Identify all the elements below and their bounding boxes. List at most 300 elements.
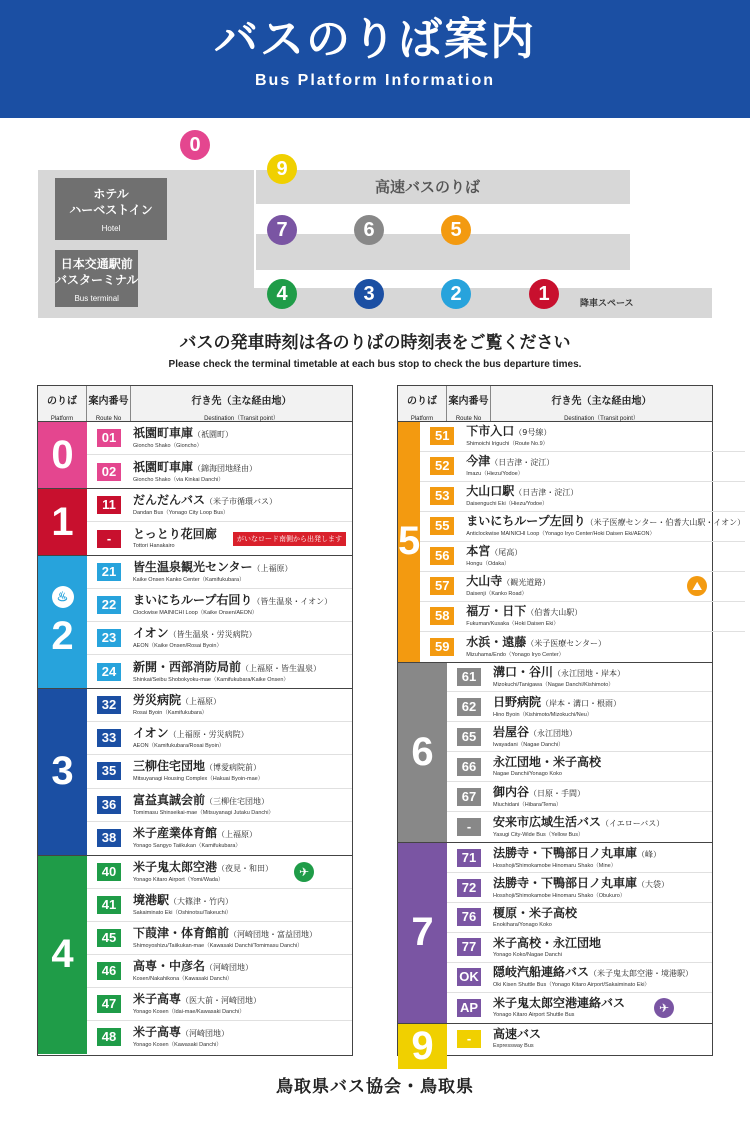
- destination-jp: 本宮: [466, 544, 491, 559]
- route-number: 67: [457, 788, 481, 806]
- table-row: [420, 632, 745, 662]
- transit-jp: （米子鬼太郎空港・境港駅）: [589, 969, 694, 979]
- platform-number-label: 6: [411, 729, 434, 774]
- route-number: 52: [430, 457, 454, 475]
- dropoff-label: 降車スペース: [580, 299, 634, 309]
- route-number: 32: [97, 696, 121, 714]
- route-number: 11: [97, 496, 121, 514]
- route-number: -: [457, 1030, 481, 1048]
- destination-jp: 法勝寺・下鴨部日ノ丸車庫: [493, 875, 638, 890]
- platform-number-label: 0: [51, 432, 74, 477]
- destination: [491, 785, 712, 809]
- notice-jp: バスの発車時刻は各のりばの時刻表をご覧ください: [179, 333, 571, 353]
- destination-en: Imazu（Hiezu/Yodoe）: [466, 471, 524, 478]
- destination-en: Tottori Hanakairo: [133, 543, 175, 550]
- table-row: [87, 789, 352, 822]
- destination-en: Mizokuchi/Tanigawa（Nagae Danchi/Kishimoto）: [493, 681, 614, 688]
- destination-en: Yonago Kosen（Idai-mae/Kawasaki Danchi）: [133, 1008, 245, 1015]
- route-number: 35: [97, 762, 121, 780]
- destination-jp: 新開・西部消防局前: [133, 659, 242, 674]
- route-number: 55: [430, 517, 454, 535]
- platform-group-7: [398, 843, 712, 1024]
- destination: [464, 424, 745, 448]
- table-row: [87, 922, 352, 955]
- table-row: [420, 512, 745, 542]
- transit-jp: （博愛病院前）: [205, 763, 262, 773]
- platform-group-2: [38, 556, 352, 689]
- platform-number: [38, 556, 87, 688]
- destination: [131, 860, 352, 884]
- destination: [491, 936, 712, 959]
- table-row: [87, 556, 352, 589]
- route-number: 46: [97, 962, 121, 980]
- platform-marker-5: 5: [441, 215, 471, 245]
- destination-jp: 法勝寺・下鴨部日ノ丸車庫: [493, 845, 638, 860]
- platform-group-4: [38, 856, 352, 1054]
- route-number: AP: [457, 999, 481, 1017]
- destination-jp: 福万・日下: [466, 604, 527, 619]
- col-destination-en: Destination（Transit point）: [564, 416, 639, 422]
- terminal-name-1: 日本交通駅前: [60, 257, 133, 271]
- col-destination-en: Destination（Transit point）: [204, 416, 279, 422]
- destination-en: Kosen/Nakahikona（Kawasaki Danchi）: [133, 975, 233, 982]
- airplane-icon: ✈: [294, 862, 314, 882]
- departure-note-badge: がいなロード南側から出発します: [233, 532, 346, 546]
- destination: [131, 626, 352, 650]
- destination: [131, 1025, 352, 1049]
- transit-jp: （日吉津・淀江）: [490, 458, 555, 468]
- destination-en: Yonago Kitaro Airport（Yomi/Wada）: [133, 876, 224, 883]
- destination-jp: 高専・中彦名: [133, 958, 206, 973]
- destination-jp: 米子高専: [133, 991, 182, 1006]
- platform-marker-0: 0: [180, 130, 210, 160]
- platform-number-label: 5: [398, 519, 421, 564]
- col-route-en: Route No: [95, 416, 122, 422]
- destination: [464, 604, 745, 628]
- destination-jp: とっとり花回廊: [133, 527, 217, 542]
- destination-en: AEON（Kaike Onsen/Rosai Byoin）: [133, 643, 222, 650]
- destination-jp: 米子産業体育館: [133, 826, 218, 841]
- route-number: 58: [430, 607, 454, 625]
- table-row: [447, 722, 712, 752]
- middle-lane: [256, 234, 630, 270]
- platform-marker-3: 3: [354, 279, 384, 309]
- route-number: -: [457, 818, 481, 836]
- destination-en: Nagae Danchi/Yonago Koko: [493, 771, 562, 778]
- platform-number: [398, 422, 420, 662]
- destination: [131, 893, 352, 917]
- page-subtitle: Bus Platform Information: [254, 72, 495, 89]
- transit-jp: （観光道路）: [502, 578, 551, 588]
- platform-number-label: 4: [51, 932, 74, 977]
- platform-table-left: [37, 385, 353, 1056]
- table-row: [420, 572, 745, 602]
- route-number: 48: [97, 1028, 121, 1046]
- destination-en: Yonago Koko/Nagae Danchi: [493, 951, 562, 958]
- table-row: [87, 422, 352, 455]
- transit-jp: （皆生温泉・イオン）: [252, 597, 333, 607]
- platform-group-0: [38, 422, 352, 489]
- col-destination: 行き先（主な経由地）: [191, 396, 292, 407]
- destination-en: Yonago Kosen（Kawasaki Danchi）: [133, 1042, 222, 1049]
- notice: [0, 328, 750, 370]
- destination-jp: 下市入口: [466, 424, 515, 439]
- col-platform: のりば: [407, 396, 437, 407]
- transit-jp: （日吉津・淀江）: [514, 488, 579, 498]
- table-row: [420, 602, 745, 632]
- transit-jp: （伯耆大山駅）: [526, 608, 583, 618]
- table-row: [447, 963, 712, 993]
- destination-jp: 今津: [466, 454, 491, 469]
- airplane-icon: ✈: [654, 998, 674, 1018]
- route-number: 51: [430, 427, 454, 445]
- destination: [131, 726, 352, 750]
- route-number: 33: [97, 729, 121, 747]
- destination-en: Daisenguchi Eki（Hiezu/Yodoe）: [466, 501, 548, 508]
- route-number: 02: [97, 463, 121, 481]
- destination-en: Miuchidani（Hibara/Tema）: [493, 801, 562, 808]
- destination: [491, 846, 712, 870]
- destination-jp: 永江団地・米子高校: [493, 755, 602, 770]
- transit-jp: （日原・手間）: [529, 788, 586, 798]
- destination-en: Mizuhama/Endo（Yonago Iryo Center）: [466, 651, 565, 658]
- destination: [464, 544, 745, 568]
- mountain-icon: ⛰: [687, 576, 707, 596]
- route-number: 65: [457, 728, 481, 746]
- platform-number-label: 2: [51, 613, 74, 658]
- route-number: 47: [97, 995, 121, 1013]
- route-number: 24: [97, 663, 121, 681]
- destination-en: Kaike Onsen Kanko Center（Kamifukubara）: [133, 577, 245, 584]
- destination-en: Mitsuyanagi Housing Complex（Hakuai Byoin-mae）: [133, 776, 264, 783]
- transit-jp: （夜見・和田）: [217, 863, 274, 873]
- hotel-name-2: ハーベストイン: [69, 203, 153, 217]
- destination-en: Hosshoji/Shimokamobe Hinomaru Shako（Obukuro）: [493, 892, 626, 899]
- table-row: [447, 692, 712, 722]
- platform-number: [38, 489, 87, 555]
- destination-jp: 米子鬼太郎空港連絡バス: [493, 996, 626, 1011]
- destination: [131, 493, 352, 517]
- route-number: 62: [457, 698, 481, 716]
- table-body: [398, 422, 746, 1069]
- destination-en: Expressway Bus: [493, 1043, 534, 1050]
- destination: [131, 826, 352, 850]
- col-route: 案内番号: [88, 396, 129, 407]
- table-row: [447, 1024, 712, 1054]
- destination-jp: イオン: [133, 726, 169, 741]
- destination-jp: 安来市広域生活バス: [493, 815, 602, 830]
- destination: [131, 560, 352, 584]
- destination-jp: 大山口駅: [466, 484, 515, 499]
- table-row: [87, 988, 352, 1021]
- destination-en: Sakaiminato Eki（Oshinotsu/Takeuchi）: [133, 909, 232, 916]
- transit-jp: （9号線）: [514, 428, 552, 438]
- table-row: [87, 722, 352, 755]
- platform-number: [398, 1024, 447, 1069]
- destination-en: Shimoyoshizu/Taiikukan-mae（Kawasaki Danchi/Tomimasu Danchi）: [133, 942, 303, 949]
- destination-en: Gioncho Shako（via Kinkai Danchi）: [133, 476, 224, 483]
- destination-en: Rosai Byoin（Kamifukubara）: [133, 710, 208, 717]
- destination-jp: 米子鬼太郎空港: [133, 859, 218, 874]
- destination-en: AEON（Kamifukubara/Rosai Byoin）: [133, 743, 225, 750]
- col-platform-en: Platform: [50, 416, 74, 422]
- destination: [131, 992, 352, 1016]
- route-number: 22: [97, 596, 121, 614]
- transit-jp: （米子医療センター）: [526, 638, 606, 648]
- table-row: [87, 655, 352, 688]
- table-row: [447, 812, 712, 842]
- destination-jp: まいにちループ左回り: [466, 514, 586, 529]
- hotel-building: [55, 178, 167, 240]
- transit-jp: （永江団地・岸本）: [553, 668, 626, 678]
- notice-en: Please check the terminal timetable at each bus stop to check the bus departure times.: [168, 359, 582, 370]
- transit-jp: （上福原・労災病院）: [168, 730, 249, 740]
- destination: [491, 755, 712, 778]
- table-row: [447, 903, 712, 933]
- platform-marker-2: 2: [441, 279, 471, 309]
- transit-jp: （尾高）: [490, 548, 523, 558]
- destination-jp: 祇園町車庫: [133, 459, 194, 474]
- destination-en: Iwayadani（Nagae Danchi）: [493, 741, 564, 748]
- destination-jp: 労災病院: [133, 693, 182, 708]
- platform-number-label: 7: [411, 910, 434, 955]
- table-row: [87, 489, 352, 522]
- destination-jp: イオン: [133, 626, 169, 641]
- destination-en: Hosshoji/Shimokamobe Hinomaru Shako（Mine）: [493, 862, 617, 869]
- platform-table-right: [397, 385, 746, 1068]
- destination: [131, 660, 352, 684]
- route-number: 72: [457, 879, 481, 897]
- table-row: [447, 663, 712, 693]
- platform-group-5: [398, 422, 746, 663]
- route-number: 23: [97, 629, 121, 647]
- route-number: 45: [97, 929, 121, 947]
- destination-jp: 日野病院: [493, 694, 542, 709]
- destination-en: Hongu（Odaka）: [466, 561, 510, 568]
- route-number: 56: [430, 547, 454, 565]
- destination: [131, 460, 352, 484]
- terminal-name-2: バスターミナル: [55, 273, 139, 287]
- destination-en: Oki Kisen Shuttle Bus（Yonago Kitaro Airport/Sakaiminato Eki）: [493, 982, 650, 989]
- route-number: 36: [97, 796, 121, 814]
- destination: [131, 926, 352, 950]
- destination: [131, 593, 352, 617]
- platform-number-label: 3: [51, 749, 74, 794]
- table-row: [87, 589, 352, 622]
- destination-jp: 岩屋谷: [493, 724, 530, 739]
- table-row: [87, 889, 352, 922]
- destination: [491, 665, 712, 689]
- destination-en: Daisenji（Kanko Road）: [466, 591, 528, 598]
- destination-en: Shimoichi Iriguchi（Route No.9）: [466, 441, 549, 448]
- transit-jp: （大篠津・竹内）: [169, 896, 234, 906]
- transit-jp: （上福原・皆生温泉）: [241, 663, 322, 673]
- platform-map: [0, 118, 750, 328]
- destination-jp: 祇園町車庫: [133, 426, 194, 441]
- transit-jp: （上福原）: [252, 564, 293, 574]
- route-number: 21: [97, 563, 121, 581]
- transit-jp: （イエローバス）: [601, 819, 665, 829]
- destination-jp: 富益真誠会前: [133, 792, 206, 807]
- hotel-name-en: Hotel: [101, 224, 121, 233]
- header-banner: [0, 0, 750, 118]
- platform-number: [398, 843, 447, 1023]
- destination: [131, 693, 352, 717]
- table-row: [87, 522, 352, 555]
- transit-jp: （三柳住宅団地）: [205, 796, 270, 806]
- platform-number: [38, 689, 87, 854]
- table-row: [420, 542, 745, 572]
- table-row: [87, 689, 352, 722]
- terminal-name-en: Bus terminal: [74, 294, 119, 303]
- col-route-en: Route No: [455, 416, 482, 422]
- route-number: 71: [457, 849, 481, 867]
- destination: [491, 725, 712, 749]
- destination: [131, 759, 352, 783]
- platform-marker-7: 7: [267, 215, 297, 245]
- table-row: [447, 782, 712, 812]
- terminal-building: [55, 250, 138, 307]
- route-number: 61: [457, 668, 481, 686]
- route-number: 57: [430, 577, 454, 595]
- table-header: [398, 386, 712, 422]
- platform-group-1: [38, 489, 352, 556]
- route-number: 66: [457, 758, 481, 776]
- destination: [491, 695, 712, 719]
- table-row: [447, 933, 712, 963]
- transit-jp: （米子市循環バス）: [205, 497, 278, 507]
- destination-jp: 溝口・谷川: [493, 664, 554, 679]
- col-platform: のりば: [47, 396, 77, 407]
- route-number: 53: [430, 487, 454, 505]
- destination-jp: 米子高専: [133, 1025, 182, 1040]
- transit-jp: （河崎団地・富益団地）: [229, 929, 318, 939]
- platform-group-3: [38, 689, 352, 855]
- footer-credit: 鳥取県バス協会・鳥取県: [276, 1077, 474, 1097]
- destination-en: Fukuman/Kusaka（Hoki Daisen Eki）: [466, 621, 559, 628]
- destination-jp: 隠岐汽船連絡バス: [493, 965, 590, 980]
- platform-marker-4: 4: [267, 279, 297, 309]
- table-row: [447, 993, 712, 1023]
- platform-marker-1: 1: [529, 279, 559, 309]
- route-number: 40: [97, 863, 121, 881]
- platform-group-6: [398, 663, 712, 844]
- table-body: [38, 422, 352, 1054]
- table-row: [87, 622, 352, 655]
- destination: [491, 965, 712, 989]
- platform-number-label: 1: [51, 499, 74, 544]
- transit-jp: （岸本・溝口・根雨）: [541, 698, 622, 708]
- table-row: [87, 755, 352, 788]
- page-title: バスのりば案内: [214, 14, 536, 65]
- table-header: [38, 386, 352, 422]
- destination-jp: 水浜・遠藤: [466, 634, 527, 649]
- route-number: -: [97, 530, 121, 548]
- transit-jp: （医大前・河崎団地）: [181, 995, 262, 1005]
- route-number: 77: [457, 938, 481, 956]
- destination: [491, 815, 712, 839]
- destination-en: Dandan Bus（Yonago City Loop Bus）: [133, 510, 229, 517]
- destination-en: Gioncho Shako（Gioncho）: [133, 443, 203, 450]
- platform-number: [38, 422, 87, 488]
- transit-jp: （上福原）: [181, 697, 222, 707]
- table-row: [447, 873, 712, 903]
- destination: [464, 484, 745, 508]
- transit-jp: （河崎団地）: [205, 962, 254, 972]
- destination: [464, 635, 745, 659]
- table-row: [87, 856, 352, 889]
- destination: [464, 514, 745, 538]
- table-row: [447, 843, 712, 873]
- transit-jp: （皆生温泉・労災病院）: [168, 630, 257, 640]
- route-number: OK: [457, 968, 481, 986]
- transit-jp: （祇園町）: [193, 430, 234, 440]
- destination-jp: 大山寺: [466, 574, 503, 589]
- destination-en: Tomimasu Shinseikai-mae（Mitsuyanagi Jutaku Danchi）: [133, 809, 274, 816]
- table-row: [87, 1021, 352, 1054]
- platform-marker-6: 6: [354, 215, 384, 245]
- table-row: [420, 482, 745, 512]
- transit-jp: （峰）: [637, 849, 662, 859]
- platform-number: [398, 663, 447, 843]
- destination-en: Yasugi City-Wide Bus（Yellow Bus）: [493, 832, 584, 839]
- platform-number: [38, 856, 87, 1054]
- platform-marker-9: 9: [267, 154, 297, 184]
- destination: [464, 454, 745, 478]
- destination-jp: 皆生温泉観光センター: [133, 560, 253, 575]
- table-row: [87, 822, 352, 855]
- destination-jp: まいにちループ右回り: [133, 593, 253, 608]
- destination: [131, 959, 352, 983]
- destination-jp: 下葭津・体育館前: [133, 925, 230, 940]
- destination: [491, 906, 712, 929]
- destination-en: Yonago Sangyo Taiikukan（Kamifukubara）: [133, 843, 241, 850]
- transit-jp: （河崎団地）: [181, 1029, 230, 1039]
- route-number: 76: [457, 908, 481, 926]
- destination-en: Hino Byoin（Kishimoto/Mizokuchi/Neu）: [493, 711, 593, 718]
- table-row: [420, 452, 745, 482]
- platform-group-9: [398, 1024, 712, 1069]
- route-number: 01: [97, 429, 121, 447]
- table-row: [420, 422, 745, 452]
- destination-jp: 米子高校・永江団地: [493, 935, 602, 950]
- destination-en: Yonago Kitaro Airport Shuttle Bus: [493, 1012, 575, 1019]
- col-route: 案内番号: [448, 396, 489, 407]
- destination-en: Anticlockwise MAINICHI Loop（Yonago Iryo Center/Hoki Daisen Eki/AEON）: [466, 531, 655, 538]
- destination-jp: 高速バス: [493, 1027, 542, 1042]
- route-number: 41: [97, 896, 121, 914]
- destination: [491, 996, 712, 1019]
- destination: [131, 527, 352, 550]
- destination: [491, 876, 712, 900]
- col-destination: 行き先（主な経由地）: [551, 396, 652, 407]
- destination-en: Shinkai/Seibu Shobokyoku-mae（Kamifukubara/Kaike Onsen）: [133, 676, 289, 683]
- destination-jp: だんだんバス: [133, 493, 206, 508]
- destination: [464, 574, 745, 598]
- destination-jp: 御内谷: [493, 784, 530, 799]
- destination-jp: 境港駅: [133, 892, 170, 907]
- transit-jp: （大袋）: [637, 879, 670, 889]
- destination: [131, 426, 352, 450]
- destination-en: Clockwise MAINICHI Loop（Kaike Onsen/AEON）: [133, 610, 258, 617]
- col-platform-en: Platform: [410, 416, 434, 422]
- transit-jp: （錦海団地経由）: [193, 463, 258, 473]
- transit-jp: （米子医療センター・伯耆大山駅・イオン）: [585, 518, 746, 528]
- route-number: 59: [430, 638, 454, 656]
- hot-spring-icon: ♨: [52, 586, 74, 608]
- destination: [491, 1027, 712, 1050]
- route-number: 38: [97, 829, 121, 847]
